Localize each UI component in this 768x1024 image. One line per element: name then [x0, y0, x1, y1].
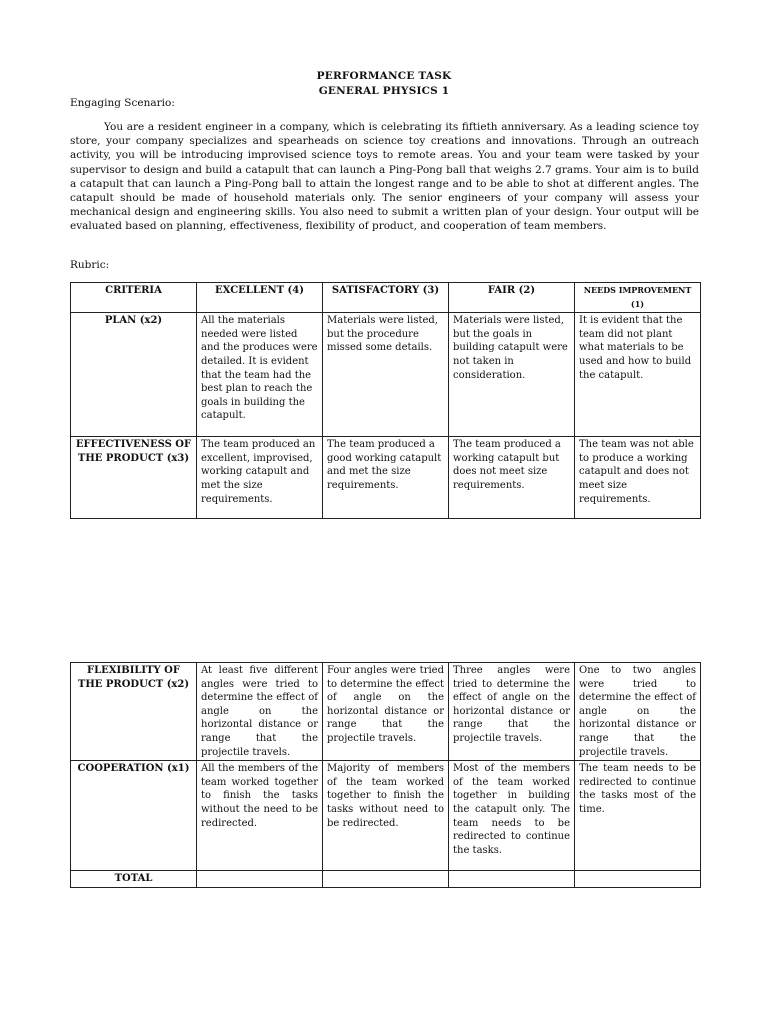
satisfactory-cell: The team produced a good working catapult and met the size requirements. — [323, 437, 449, 519]
document-subtitle: GENERAL PHYSICS 1 — [318, 85, 450, 97]
fair-cell: Three angles were tried to determine the effect of angle on the horizontal distance or range that the projectile travels. — [449, 663, 575, 761]
needs-improvement-cell — [575, 871, 701, 888]
needs-improvement-cell: The team needs to be redirected to continue the tasks most of the time. — [575, 761, 701, 871]
rubric-label: Rubric: — [70, 259, 110, 271]
criteria-cell: FLEXIBILITY OF THE PRODUCT (x2) — [71, 663, 197, 761]
scenario-label: Engaging Scenario: — [70, 97, 175, 109]
excellent-cell: The team produced an excellent, improvised, working catapult and met the size requirements. — [197, 437, 323, 519]
excellent-cell: All the materials needed were listed and the produces were detailed. It is evident that the team had the best plan to reach the goals in building the catapult. — [197, 313, 323, 437]
needs-improvement-cell: It is evident that the team did not plant what materials to be used and how to build the catapult. — [575, 313, 701, 437]
rubric-row-cooperation — [71, 761, 701, 871]
rubric-table-part-2 — [70, 662, 701, 888]
excellent-cell: All the members of the team worked together to finish the tasks without the need to be redirected. — [197, 761, 323, 871]
fair-cell — [449, 871, 575, 888]
excellent-cell: At least five different angles were tried to determine the effect of angle on the horizontal distance or range that the projectile travels. — [197, 663, 323, 761]
needs-improvement-cell: One to two angles were tried to determine the effect of angle on the horizontal distance or range that the projectile travels. — [575, 663, 701, 761]
scenario-paragraph: You are a resident engineer in a company, which is celebrating its fiftieth anniversary. As a leading science toy store, your company specializes and spearheads on science toy creations and innovations. Through an outreach activity, you will be introducing improvised science toys to remote areas. You and your team were tasked by your supervisor to design and build a catapult that can launch a Ping-Pong ball that weighs 2.7 grams. Your aim is to build a catapult that can launch a Ping-Pong ball to attain the longest range and to be able to shot at different angles. The catapult should be made of household materials only. The senior engineers of your company will assess your mechanical design and engineering skills. You also need to submit a written plan of your design. Your output will be evaluated based on planning, effectiveness, flexibility of product, and cooperation of team members. — [70, 121, 699, 233]
fair-cell: Materials were listed, but the goals in building catapult were not taken in consideration. — [449, 313, 575, 437]
header-fair: FAIR (2) — [449, 283, 575, 313]
satisfactory-cell: Majority of members of the team worked together to finish the tasks without need to be redirected. — [323, 761, 449, 871]
criteria-cell: TOTAL — [71, 871, 197, 888]
satisfactory-cell: Materials were listed, but the procedure missed some details. — [323, 313, 449, 437]
fair-cell: The team produced a working catapult but does not meet size requirements. — [449, 437, 575, 519]
header-criteria: CRITERIA — [71, 283, 197, 313]
rubric-row-effectiveness — [71, 437, 701, 519]
header-excellent: EXCELLENT (4) — [197, 283, 323, 313]
satisfactory-cell: Four angles were tried to determine the effect of angle on the horizontal distance or range that the projectile travels. — [323, 663, 449, 761]
rubric-row-plan — [71, 313, 701, 437]
rubric-row-flexibility — [71, 663, 701, 761]
fair-cell: Most of the members of the team worked together in building the catapult only. The team needs to be redirected to continue the tasks. — [449, 761, 575, 871]
rubric-row-total — [71, 871, 701, 888]
excellent-cell — [197, 871, 323, 888]
needs-improvement-cell: The team was not able to produce a working catapult and does not meet size requirements. — [575, 437, 701, 519]
criteria-cell: EFFECTIVENESS OF THE PRODUCT (x3) — [71, 437, 197, 519]
header-needs-improvement: NEEDS IMPROVEMENT (1) — [575, 283, 701, 313]
rubric-header-row — [71, 283, 701, 313]
document-title: PERFORMANCE TASK — [316, 70, 452, 82]
criteria-cell: COOPERATION (x1) — [71, 761, 197, 871]
rubric-table-part-1 — [70, 282, 701, 519]
header-satisfactory: SATISFACTORY (3) — [323, 283, 449, 313]
criteria-cell: PLAN (x2) — [71, 313, 197, 437]
satisfactory-cell — [323, 871, 449, 888]
